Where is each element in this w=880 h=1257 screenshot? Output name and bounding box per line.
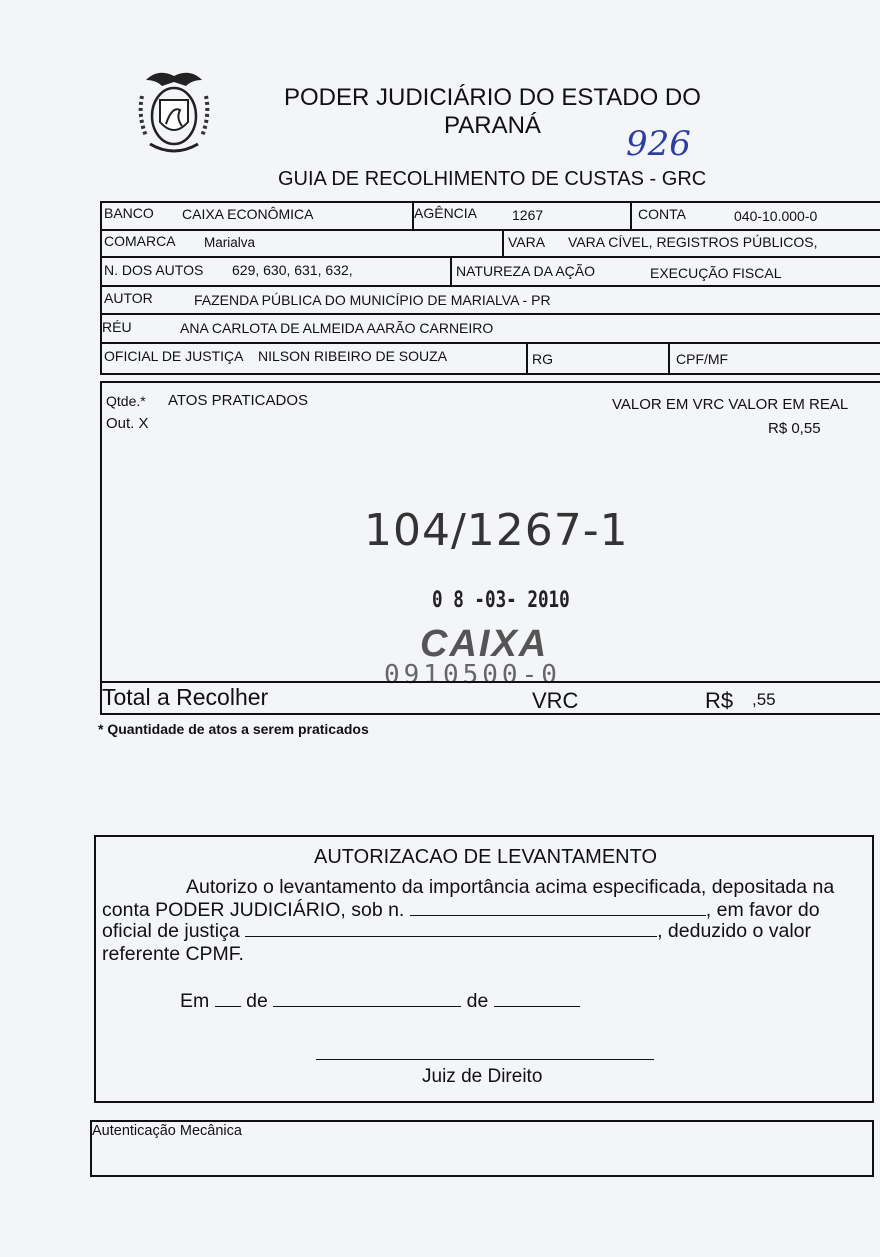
conta-number-blank[interactable] [410, 899, 706, 916]
row-valor: R$ 0,55 [768, 420, 821, 437]
autorizacao-title: AUTORIZACAO DE LEVANTAMENTO [314, 846, 658, 868]
autorizacao-line2 [102, 899, 820, 922]
autorizacao-line2-end: , em favor do [705, 899, 820, 921]
handwritten-page-number: 926 [626, 124, 691, 164]
footnote: * Quantidade de atos a serem praticados [98, 721, 369, 737]
vara-label: VARA [508, 234, 546, 250]
banco-label: BANCO [104, 205, 154, 221]
rg-label: RG [532, 351, 553, 367]
oficial-label: OFICIAL DE JUSTIÇA [104, 348, 244, 364]
vara-value: VARA CÍVEL, REGISTROS PÚBLICOS, [568, 234, 818, 250]
bank-stamp-number: 0910500-0 [384, 660, 561, 690]
agencia-label: AGÊNCIA [414, 205, 478, 221]
natureza-value: EXECUÇÃO FISCAL [650, 265, 782, 281]
oficial-name-blank[interactable] [245, 920, 657, 937]
autorizacao-line3 [102, 920, 811, 943]
autor-label: AUTOR [104, 290, 153, 306]
banco-value: CAIXA ECONÔMICA [182, 206, 314, 222]
month-blank[interactable] [273, 990, 461, 1007]
year-blank[interactable] [494, 990, 580, 1007]
juiz-label: Juiz de Direito [422, 1066, 543, 1087]
bank-stamp-code: 104/1267-1 [364, 505, 629, 556]
reu-label: RÉU [102, 319, 132, 335]
conta-label: CONTA [638, 206, 686, 222]
comarca-value: Marialva [204, 235, 256, 250]
header-title-line2: PARANÁ [444, 112, 541, 139]
date-line [180, 990, 580, 1013]
autorizacao-line2-start: conta PODER JUDICIÁRIO, sob n. [102, 899, 405, 921]
row-qtde: Out. X [106, 415, 149, 432]
autos-label: N. DOS AUTOS [104, 262, 204, 278]
day-blank[interactable] [215, 990, 241, 1007]
vrc-label: VRC [532, 688, 579, 713]
qtde-header: Qtde.* [106, 393, 146, 409]
agencia-value: 1267 [512, 207, 544, 223]
de-label-1: de [246, 990, 268, 1012]
reu-value: ANA CARLOTA DE ALMEIDA AARÃO CARNEIRO [180, 320, 494, 336]
autos-value: 629, 630, 631, 632, [232, 262, 353, 278]
rs-label: R$ [705, 688, 734, 713]
em-label: Em [180, 990, 210, 1012]
bank-stamp-logo: CAIXA [420, 623, 549, 665]
autenticacao-label: Autenticação Mecânica [92, 1123, 242, 1139]
form-title: GUIA DE RECOLHIMENTO DE CUSTAS - GRC [278, 168, 707, 190]
autor-value: FAZENDA PÚBLICA DO MUNICÍPIO DE MARIALVA - PR [194, 292, 551, 308]
autorizacao-line3-start: oficial de justiça [102, 920, 240, 942]
oficial-value: NILSON RIBEIRO DE SOUZA [258, 348, 448, 364]
valor-header: VALOR EM VRC VALOR EM REAL [612, 396, 849, 413]
coat-of-arms-logo [136, 66, 212, 156]
atos-header: ATOS PRATICADOS [168, 392, 309, 409]
total-label: Total a Recolher [102, 684, 269, 710]
autorizacao-line3-end: , deduzido o valor [657, 920, 812, 942]
autorizacao-line1: Autorizo o levantamento da importância acima especificada, depositada na [186, 876, 835, 898]
header-title-line1: PODER JUDICIÁRIO DO ESTADO DO [284, 84, 701, 111]
de-label-2: de [466, 990, 489, 1012]
total-value: ,55 [752, 690, 776, 709]
cpf-label: CPF/MF [676, 351, 729, 367]
signature-line [316, 1059, 654, 1060]
bank-stamp-date: 0 8 -03- 2010 [432, 588, 570, 613]
natureza-label: NATUREZA DA AÇÃO [456, 263, 595, 279]
comarca-label: COMARCA [104, 233, 176, 249]
conta-value: 040-10.000-0 [734, 208, 818, 224]
autorizacao-line4: referente CPMF. [102, 943, 244, 965]
